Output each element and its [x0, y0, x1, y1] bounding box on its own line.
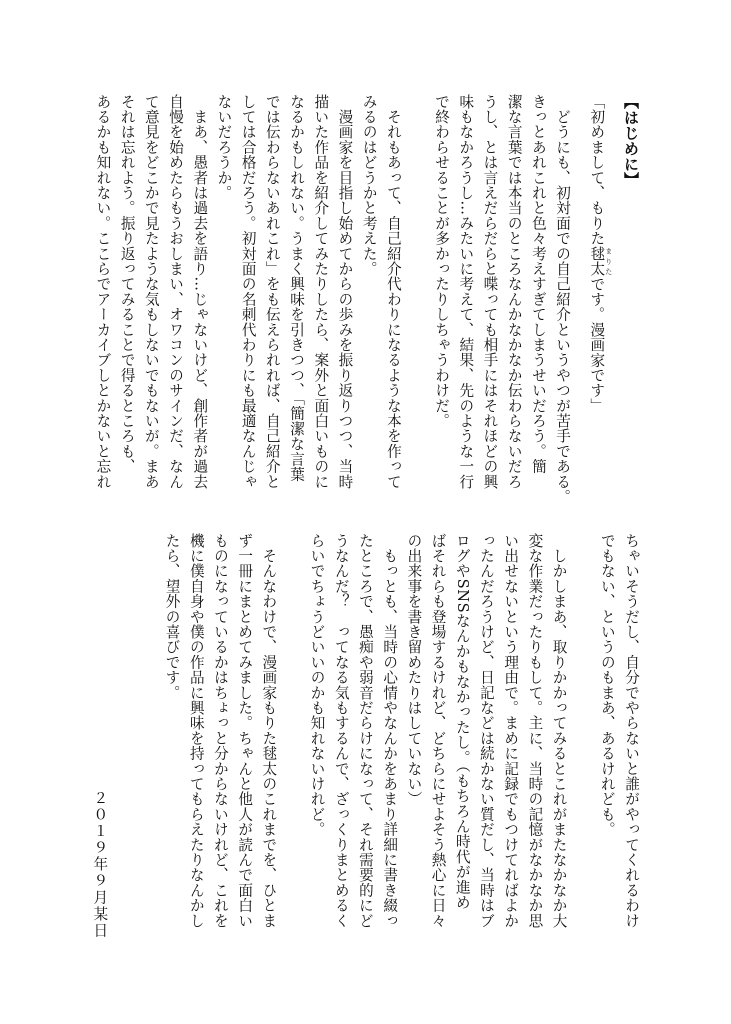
text-column: それもあって、自己紹介代わりになるような本を作って: [384, 94, 402, 490]
text-column: たら、望外の喜びです。: [163, 533, 181, 701]
text-column: い出せないという理由で。まめに記録でもつけてればよか: [502, 533, 520, 929]
author-name-reading: まりた: [604, 246, 613, 277]
text-column: きっとあれこれと色々考えすぎてしまうせいだろう。簡: [529, 94, 547, 474]
text-column: 漫画家を目指し始めてからの歩みを振り返りつつ、当時: [336, 94, 354, 490]
bottom-tier-text: [83, 533, 643, 939]
text-column: あるかも知れない。ここらでアーカイブしとかないと忘れ: [94, 94, 112, 490]
text-column: しかしまあ、取りかかってみるとこれがまたなかなか大: [550, 533, 568, 929]
text-column: では伝わらないあれこれ」をも伝えられれば、自己紹介と: [263, 94, 281, 490]
text-column: でもない、というのもまあ、あるけれども。: [598, 533, 616, 837]
text-column: て意見をどこかで見たような気もしないでもないが。まあ: [142, 94, 160, 490]
text-column: それは忘れよう。振り返ってみることで得るところも、: [118, 94, 136, 474]
text-column: ないだろうか。: [215, 94, 233, 201]
text-column: 自慢を始めたらもうおしまい、オワコンのサインだ、なん: [167, 94, 185, 490]
text-column: もっとも、当時の心情やなんかをあまり詳細に書き綴っ: [381, 533, 399, 929]
intro-quote-open: 「初めまして、もりた: [588, 94, 606, 246]
text-column: ものになっているかはちょっと分からないけれど、これを: [211, 533, 229, 929]
date-signature: ２０１９年９月某日: [91, 789, 109, 939]
intro-quote-line: [584, 94, 613, 519]
section-heading: 【はじめに】: [622, 94, 640, 188]
author-name: 毬太: [588, 246, 606, 277]
text-column: そんなわけで、漫画家もりた毬太のこれまでを、ひとま: [260, 533, 278, 929]
text-column: ちゃいそうだし、自分でやらないと誰がやってくれるわけ: [623, 533, 640, 929]
paragraph-spacer: [111, 533, 135, 939]
paragraph-spacer: [280, 533, 304, 939]
text-column: 変な作業だったりもして。主に、当時の記憶がなかなか思: [526, 533, 544, 929]
spacer: [574, 94, 584, 519]
paragraph-spacer: [571, 533, 595, 939]
intro-quote-close: です。漫画家です」: [588, 276, 606, 414]
text-column: なるかもしれない。うまく興味を引きつつ、「簡潔な言葉: [288, 94, 306, 482]
text-column: ったんだろうけど、日記などは続かない質だし、当時はブ: [477, 533, 495, 929]
text-column: ログやSNSなんかもなかったし。（もちろん時代が進め: [453, 533, 471, 910]
text-column: ばそれらも登場するけれど、どちらにせよそう熱心に日々: [429, 533, 447, 929]
text-column: どうにも、初対面での自己紹介というやつが苦手である。: [554, 94, 572, 505]
text-column: ず一冊にまとめてみました。ちゃんと他人が読んで面白い: [236, 533, 254, 929]
paragraph-spacer: [135, 533, 159, 939]
text-column: 味もなかろうし…みたいに考えて、結果、先のような一行: [457, 94, 475, 490]
text-column: 機に僕自身や僕の作品に興味を持ってもらえたりなんかし: [187, 533, 205, 929]
text-column: らいでちょうどいいのかも知れないけれど。: [308, 533, 326, 837]
text-column: うし、とは言えだらだらと喋っても相手にはそれほどの興: [481, 94, 499, 490]
text-column: うなんだ？ ってなる気もするんで、ざっくりまとめるく: [332, 533, 350, 929]
text-column: たところで、愚痴や弱音だらけになって、それ需要的にど: [356, 533, 374, 929]
text-column: まあ、愚者は過去を語り…じゃないけど、創作者が過去: [191, 94, 209, 490]
text-column: みるのはどうかと考えた。: [360, 94, 378, 277]
paragraph-spacer: [405, 94, 429, 519]
text-column: しては合格だろう。初対面の名刺代わりにも最適なんじゃ: [239, 94, 257, 490]
text-column: の出来事を書き留めたりはしていない）: [405, 533, 423, 807]
author-name-ruby: [588, 246, 613, 277]
text-column: 潔な言葉では本当のところなんかなかなか伝わらないだろ: [505, 94, 523, 490]
text-column: 描いた作品を紹介してみたりしたら、案外と面白いものに: [312, 94, 330, 490]
top-tier-text: [83, 94, 643, 519]
text-column: で終わらせることが多かったりしちゃうわけだ。: [433, 94, 451, 429]
